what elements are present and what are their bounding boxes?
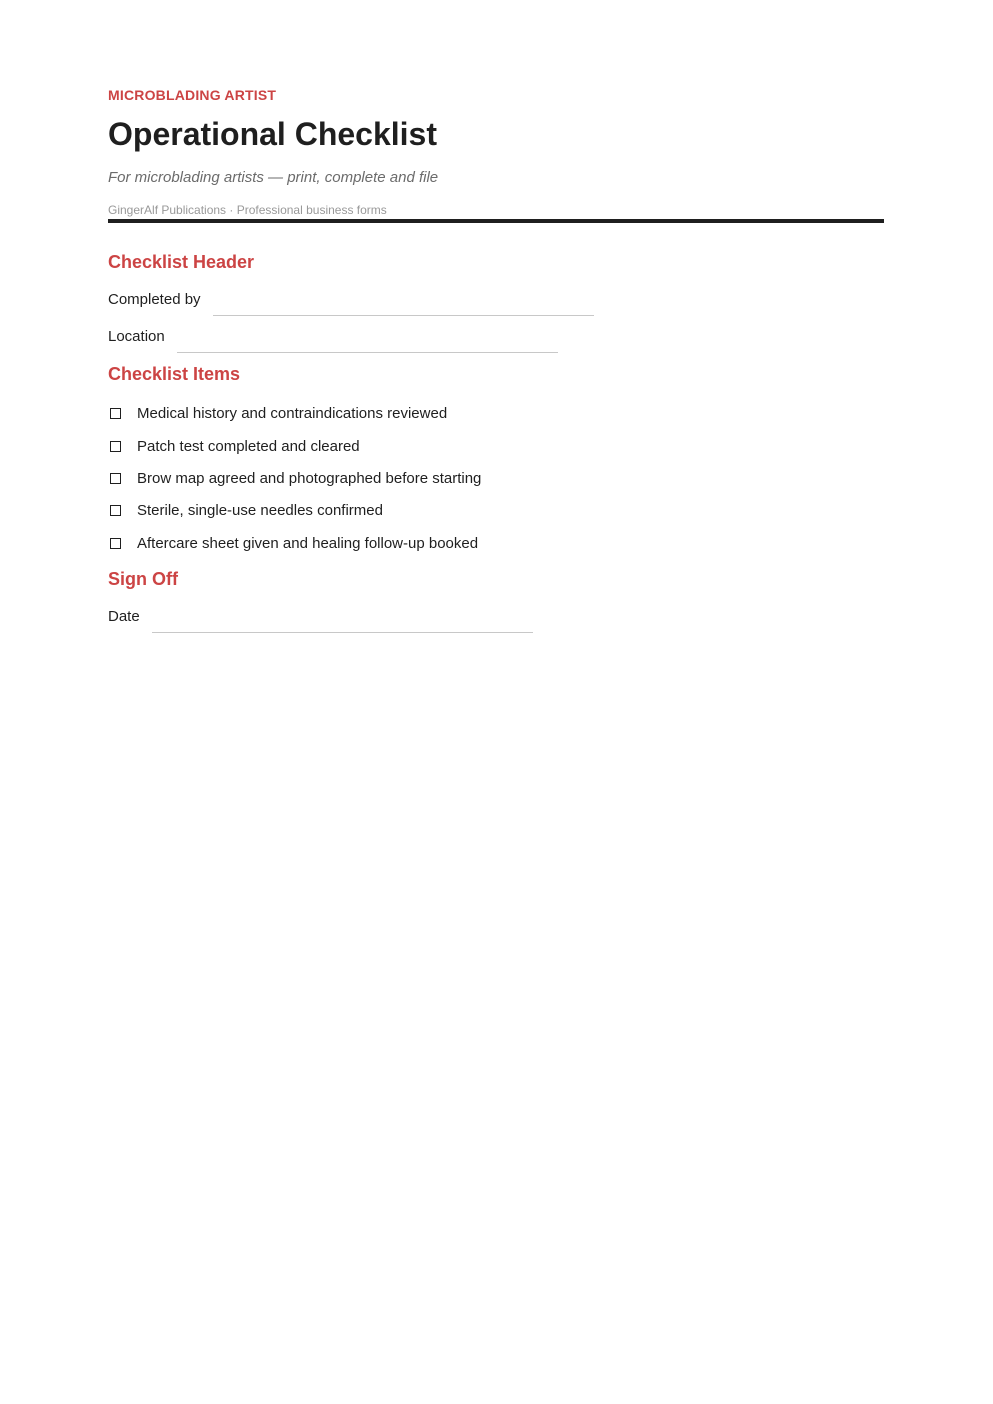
checklist-item [108,403,447,423]
section-title-checklist-items: Checklist Items [108,364,241,384]
checklist-item-label: Medical history and contraindications reviewed [137,404,448,422]
checklist-item-label: Patch test completed and cleared [137,437,360,455]
checkbox-icon[interactable] [110,408,121,419]
date-label: Date [108,608,140,625]
completed-by-input-line[interactable] [213,315,594,316]
checklist-item-label: Sterile, single-use needles confirmed [137,501,383,519]
location-label: Location [108,328,165,345]
section-title-checklist-header: Checklist Header [108,252,255,272]
publisher-line: GingerAlf Publications · Professional business forms [108,203,387,217]
date-field [108,607,533,627]
completed-by-label: Completed by [108,291,201,308]
checklist-item [108,436,360,456]
form-category-label: MICROBLADING ARTIST [108,87,277,103]
location-field [108,327,558,347]
page-subtitle: For microblading artists — print, complete and file [108,169,439,186]
checkbox-icon[interactable] [110,441,121,452]
checklist-item [108,468,481,488]
header-divider [108,219,884,223]
page-title: Operational Checklist [108,116,437,152]
checklist-item [108,533,478,553]
location-input-line[interactable] [177,352,558,353]
checklist-item-label: Aftercare sheet given and healing follow-up booked [137,534,479,552]
checklist-item-label: Brow map agreed and photographed before starting [137,469,482,487]
date-input-line[interactable] [152,632,533,633]
section-title-sign-off: Sign Off [108,569,178,589]
checklist-item [108,500,383,520]
checkbox-icon[interactable] [110,505,121,516]
checkbox-icon[interactable] [110,473,121,484]
checkbox-icon[interactable] [110,538,121,549]
completed-by-field [108,290,594,310]
